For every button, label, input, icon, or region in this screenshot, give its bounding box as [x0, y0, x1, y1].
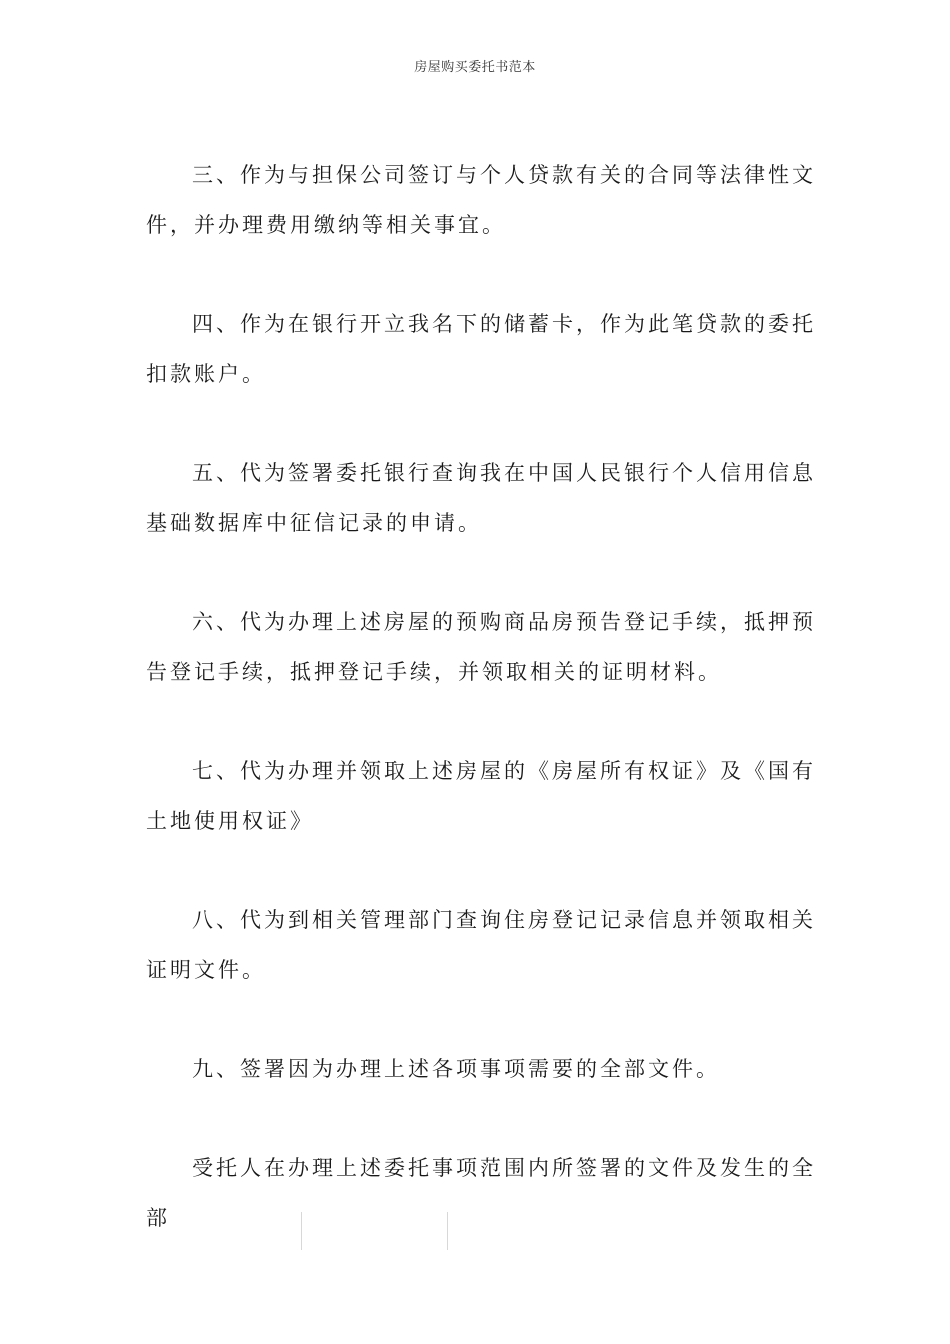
paragraph-8: 八、代为到相关管理部门查询住房登记记录信息并领取相关证明文件。: [146, 908, 816, 982]
running-header: 房屋购买委托书范本: [414, 60, 536, 75]
paragraph-9: 九、签署因为办理上述各项事项需要的全部文件。: [192, 1057, 720, 1081]
paragraph-6: 六、代为办理上述房屋的预购商品房预告登记手续，抵押预告登记手续，抵押登记手续，并领取相关的证明材料。: [146, 610, 816, 684]
footer-divider-right: [447, 1212, 448, 1250]
paragraph-trustee: 受托人在办理上述委托事项范围内所签署的文件及发生的全部: [146, 1156, 816, 1230]
paragraph-5: 五、代为签署委托银行查询我在中国人民银行个人信用信息基础数据库中征信记录的申请。: [146, 461, 816, 535]
paragraph-4: 四、作为在银行开立我名下的储蓄卡，作为此笔贷款的委托扣款账户。: [146, 312, 816, 386]
paragraph-3: 三、作为与担保公司签订与个人贷款有关的合同等法律性文件，并办理费用缴纳等相关事宜。: [146, 163, 816, 237]
paragraph-7: 七、代为办理并领取上述房屋的《房屋所有权证》及《国有土地使用权证》: [146, 759, 816, 833]
footer-divider-left: [301, 1212, 302, 1250]
document-body: [146, 150, 816, 1292]
